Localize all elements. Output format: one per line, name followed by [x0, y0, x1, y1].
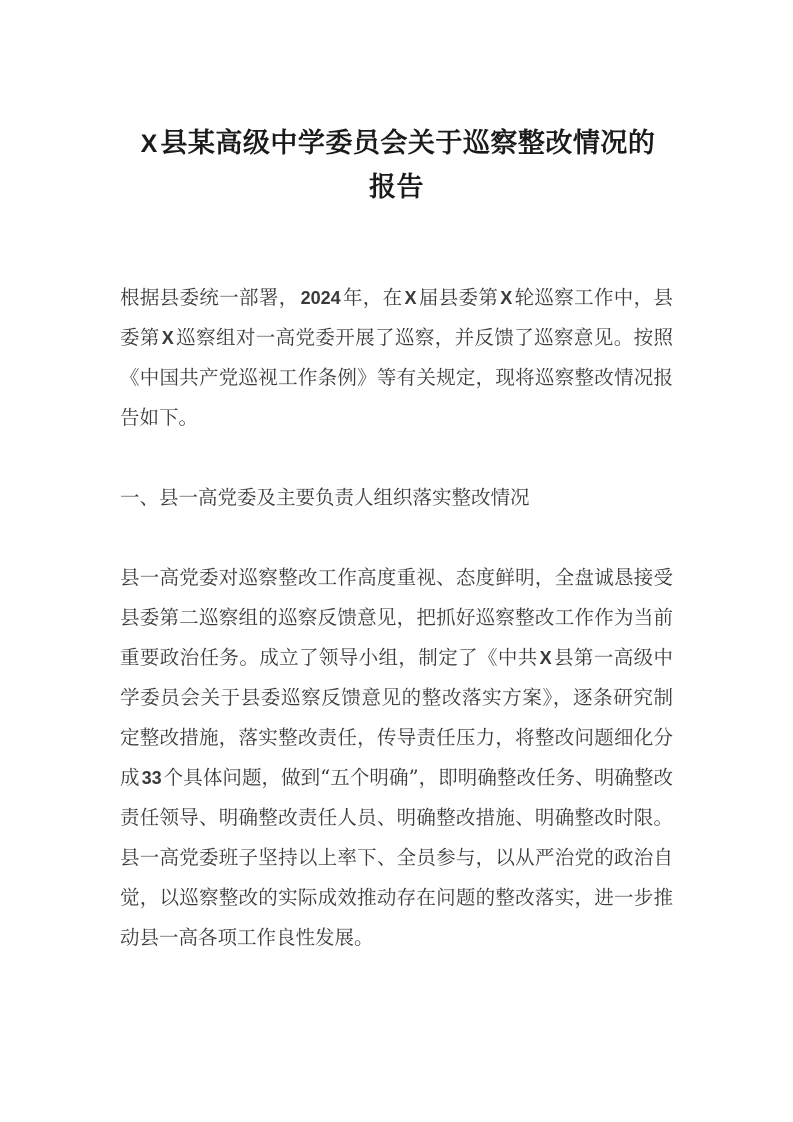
page-title [120, 122, 673, 210]
paragraph-section-1-body: 县一高党委对巡察整改工作高度重视、态度鲜明，全盘诚恳接受县委第二巡察组的巡察反馈意见，把抓好巡察整改工作作为当前重要政治任务。成立了领导小组，制定了《中共 X 县第一高级中学委员会关于县委巡察反馈意见的整改落实方案》，逐条研究制定整改措施，落实整改责任，传导责任压力，将整改问题细化分成 33 个具体问题，做到“五个明确”，即明确整改任务、明确整改责任领导、明确整改责任人员、明确整改措施、明确整改时限。县一高党委班子坚持以上率下、全员参与，以从严治党的政治自觉，以巡察整改的实际成效推动存在问题的整改落实，进一步推动县一高各项工作良性发展。 [120, 566, 673, 949]
title-line-2: 报告 [369, 172, 424, 203]
latin-run: X [161, 328, 174, 348]
latin-run: 33 [141, 768, 162, 788]
title-block [120, 122, 673, 210]
latin-run: X [140, 130, 158, 158]
title-line-1: X 县某高级中学委员会关于巡察整改情况的 [138, 128, 656, 159]
document-body [120, 278, 673, 958]
section-heading-1: 一、县一高党委及主要负责人组织落实整改情况 [120, 486, 530, 509]
latin-run: X [539, 648, 552, 668]
paragraph-intro: 根据县委统一部署， 2024 年，在 X 届县委第 X 轮巡察工作中，县委第 X 巡察组对一高党委开展了巡察，并反馈了巡察意见。按照《中国共产党巡视工作条例》等有关规定，现将巡察整改情况报告如下。 [120, 286, 673, 429]
latin-run: X [500, 288, 513, 308]
latin-run: 2024 [300, 288, 341, 308]
latin-run: X [404, 288, 417, 308]
